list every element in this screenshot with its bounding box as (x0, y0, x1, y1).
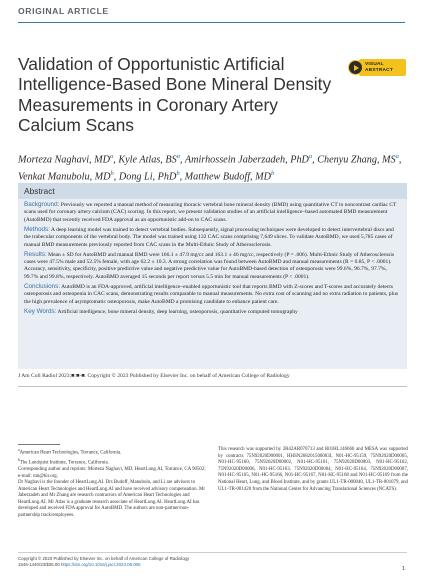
author-name: Dong Li, PhD (118, 171, 177, 183)
abstract-section-text: AutoBMD is an FDA-approved, artificial intelligence–enabled opportunistic tool that reports BMD with Z-scores and T-scores and accurately detects osteoporosis and osteopenia in CAC scans, demonstrating results comparable to manual measurements. No extra cost of scanning and no extra radiation to patients, plus the high prevalence of asymptomatic osteoporosis, make AutoBMD a promising candidate to enhance patient care. (24, 283, 399, 305)
footer (18, 556, 189, 568)
author-affiliation-marker: a (109, 153, 114, 160)
footer-rule (18, 552, 407, 553)
header-rule (18, 22, 405, 23)
abstract-section-label: Methods: (24, 225, 50, 233)
corresponding-author: Corresponding author and reprints: Morteza Naghavi, MD, HeartLung.AI, Torrance, CA 90502; e-mail: mn@hir.org. (18, 467, 206, 479)
footnote-rule (18, 444, 60, 445)
author-name: Amirhossein Jaberzadeh, PhD (184, 154, 309, 166)
abstract-section-text: A deep learning model was trained to detect vertebral bodies. Subsequently, signal processing techniques were developed to detect intervertebral discs and the trabecular components of the vertebral body. The model was trained using 132 CAC scans comprising 7,649 slices. To validate AutoBMD, we used 5,785 cases of manual BMD measurements previously reported from CAC scans in the Multi-Ethnic Study of Atherosclerosis. (24, 226, 394, 248)
divider (18, 386, 407, 387)
abstract-section (24, 283, 401, 306)
author-name: Matthew Budoff, MD (184, 171, 271, 183)
page-number: 1 (401, 566, 405, 572)
citation-line: J Am Coll Radiol 2023;■:■-■. Copyright © 2023 Published by Elsevier Inc. on behalf of American College of Radiology (18, 373, 290, 379)
abstract-section-text: Artificial intelligence, bone mineral density, deep learning, osteoporosis, quantitative computed tomography (56, 308, 298, 315)
abstract-heading: Abstract (18, 183, 407, 199)
author-list (18, 150, 408, 185)
play-icon (348, 60, 363, 75)
author-separator: , (113, 171, 119, 183)
abstract-section (24, 226, 401, 249)
footer-copyright: Copyright © 2023 Published by Elsevier Inc. on behalf of American College of Radiology (18, 556, 190, 561)
visual-abstract-label: VISUAL ABSTRACT (359, 59, 406, 76)
abstract-section-label: Results: (24, 250, 47, 258)
affiliation-footnotes (18, 447, 208, 519)
author-separator: , (398, 154, 402, 166)
author-affiliation-marker: b (176, 170, 180, 178)
affiliation-b: $^b$The Lundquist Institute, Torrance, California. (18, 458, 109, 466)
author-affiliation-marker: b (270, 170, 275, 178)
visual-abstract-badge[interactable] (346, 59, 406, 76)
affiliation-b-text: The Lundquist Institute, Torrance, California. (19, 460, 109, 466)
abstract-section-text: Previously we reported a manual method of measuring thoracic vertebral bone mineral density (BMD) using quantitative CT in noncontrast cardiac CT scans used for coronary artery calcium (CAC) scoring. In this report, we present validation studies of an artificial intelligence–based automated BMD measurement (AutoBMD) that recently received FDA approval as an opportunistic add-on to CAC scans. (24, 202, 397, 223)
abstract-section (24, 308, 401, 316)
author-name: Chenyu Zhang, MS (317, 154, 396, 166)
article-title: Validation of Opportunistic Artificial Intelligence-Based Bone Mineral Density Measurements in Coronary Artery Calcium Scans (18, 54, 332, 136)
abstract-section-label: Background: (24, 201, 60, 208)
author-separator: , (179, 154, 185, 166)
abstract-section-label: Key Words: (24, 307, 57, 315)
abstract-section (24, 251, 401, 282)
footer-ids (18, 562, 189, 568)
abstract-section (24, 201, 401, 224)
affiliation-a-text: American Heart Technologies, Torrance, California. (19, 450, 122, 456)
author-affiliation-marker: b (110, 170, 114, 178)
author-affiliation-marker: a (395, 153, 399, 160)
abstract-body (18, 199, 407, 316)
author-affiliation-marker: a (176, 153, 180, 160)
author-separator: , (113, 154, 119, 166)
author-name: Kyle Atlas, BS (118, 154, 177, 166)
author-affiliation-marker: a (308, 153, 313, 160)
article-type-label: ORIGINAL ARTICLE (18, 6, 109, 16)
author-name: Venkat Manubolu, MD (18, 171, 111, 183)
abstract-panel (18, 183, 407, 369)
author-separator: , (179, 171, 185, 183)
doi-link[interactable]: https://doi.org/10.1016/j.jacr.2023.05.006 (60, 562, 141, 567)
author-separator: , (312, 154, 318, 166)
funding-statement: This research was supported by 2R42AR070713 and R01HL146666 and MESA was supported by contracts 75N92020D00001, HHSN268201500003I, N01-HC-95159, 75N92020D00005, N01-HC-95160, 75N92020D00002, N01-HC-95161, 75N92020D00003, N01-HC-95162, 75N92020D00006, N01-HC-95163, 75N92020D00004, N01-HC-95164, 75N92020D00007, N01-HC-95165, N01-HC-95166, N01-HC-95167, N01-HC-95168 and N01-HC-95169 from the National Heart, Lung, and Blood Institute, and by grants UL1-TR-000040, UL1-TR-001079, and UL1-TR-001420 from the National Center for Advancing Translational Sciences (NCATS). (218, 447, 408, 492)
abstract-section-text: Mean ± SD for AutoBMD and manual BMD were 166.1 ± 47.9 mg/cc and 163.1 ± 46 mg/cc, respectively (P = .006). Multi-Ethnic Study of Atherosclerosis cases were 47.5% male and 52.5% female, with age 62.2 ± 10.3. A strong correlation was found between AutoBMD and manual measurements (R = 0.85, P < .0001). Accuracy, sensitivity, specificity, positive predictive value and negative predictive value for AutoBMD-based detection of osteoporosis were 99.6%, 96.7%, 97.7%, 99.7% and 99.8%, respectively. AutoBMD averaged 15 seconds per report versus 5.5 min for manual measurements (P < .0001). (24, 251, 395, 280)
footer-issn: 1546-1440/23/$36.00 (18, 562, 60, 567)
affiliation-a: $^a$American Heart Technologies, Torrance, California. (18, 448, 122, 456)
disclosures: Dr Naghavi is the founder of HeartLung.AI. Drs Budoff, Manubolu, and Li are advisors to American Heart Technologies and HeartLung.AI and have received advisory compensation. Mr Jaberzadeh and Mr Zhang are research contractors of American Heart Technologies and HeartLung.AI. Mr Atlas is a graduate research associate of HeartLung.AI. HeartLung.AI has developed and received FDA approval for AutoBMD. The authors are non-partner/non-partnership track/employees. (18, 480, 205, 518)
author-name: Morteza Naghavi, MD (18, 154, 110, 166)
abstract-section-label: Conclusions: (24, 282, 61, 290)
